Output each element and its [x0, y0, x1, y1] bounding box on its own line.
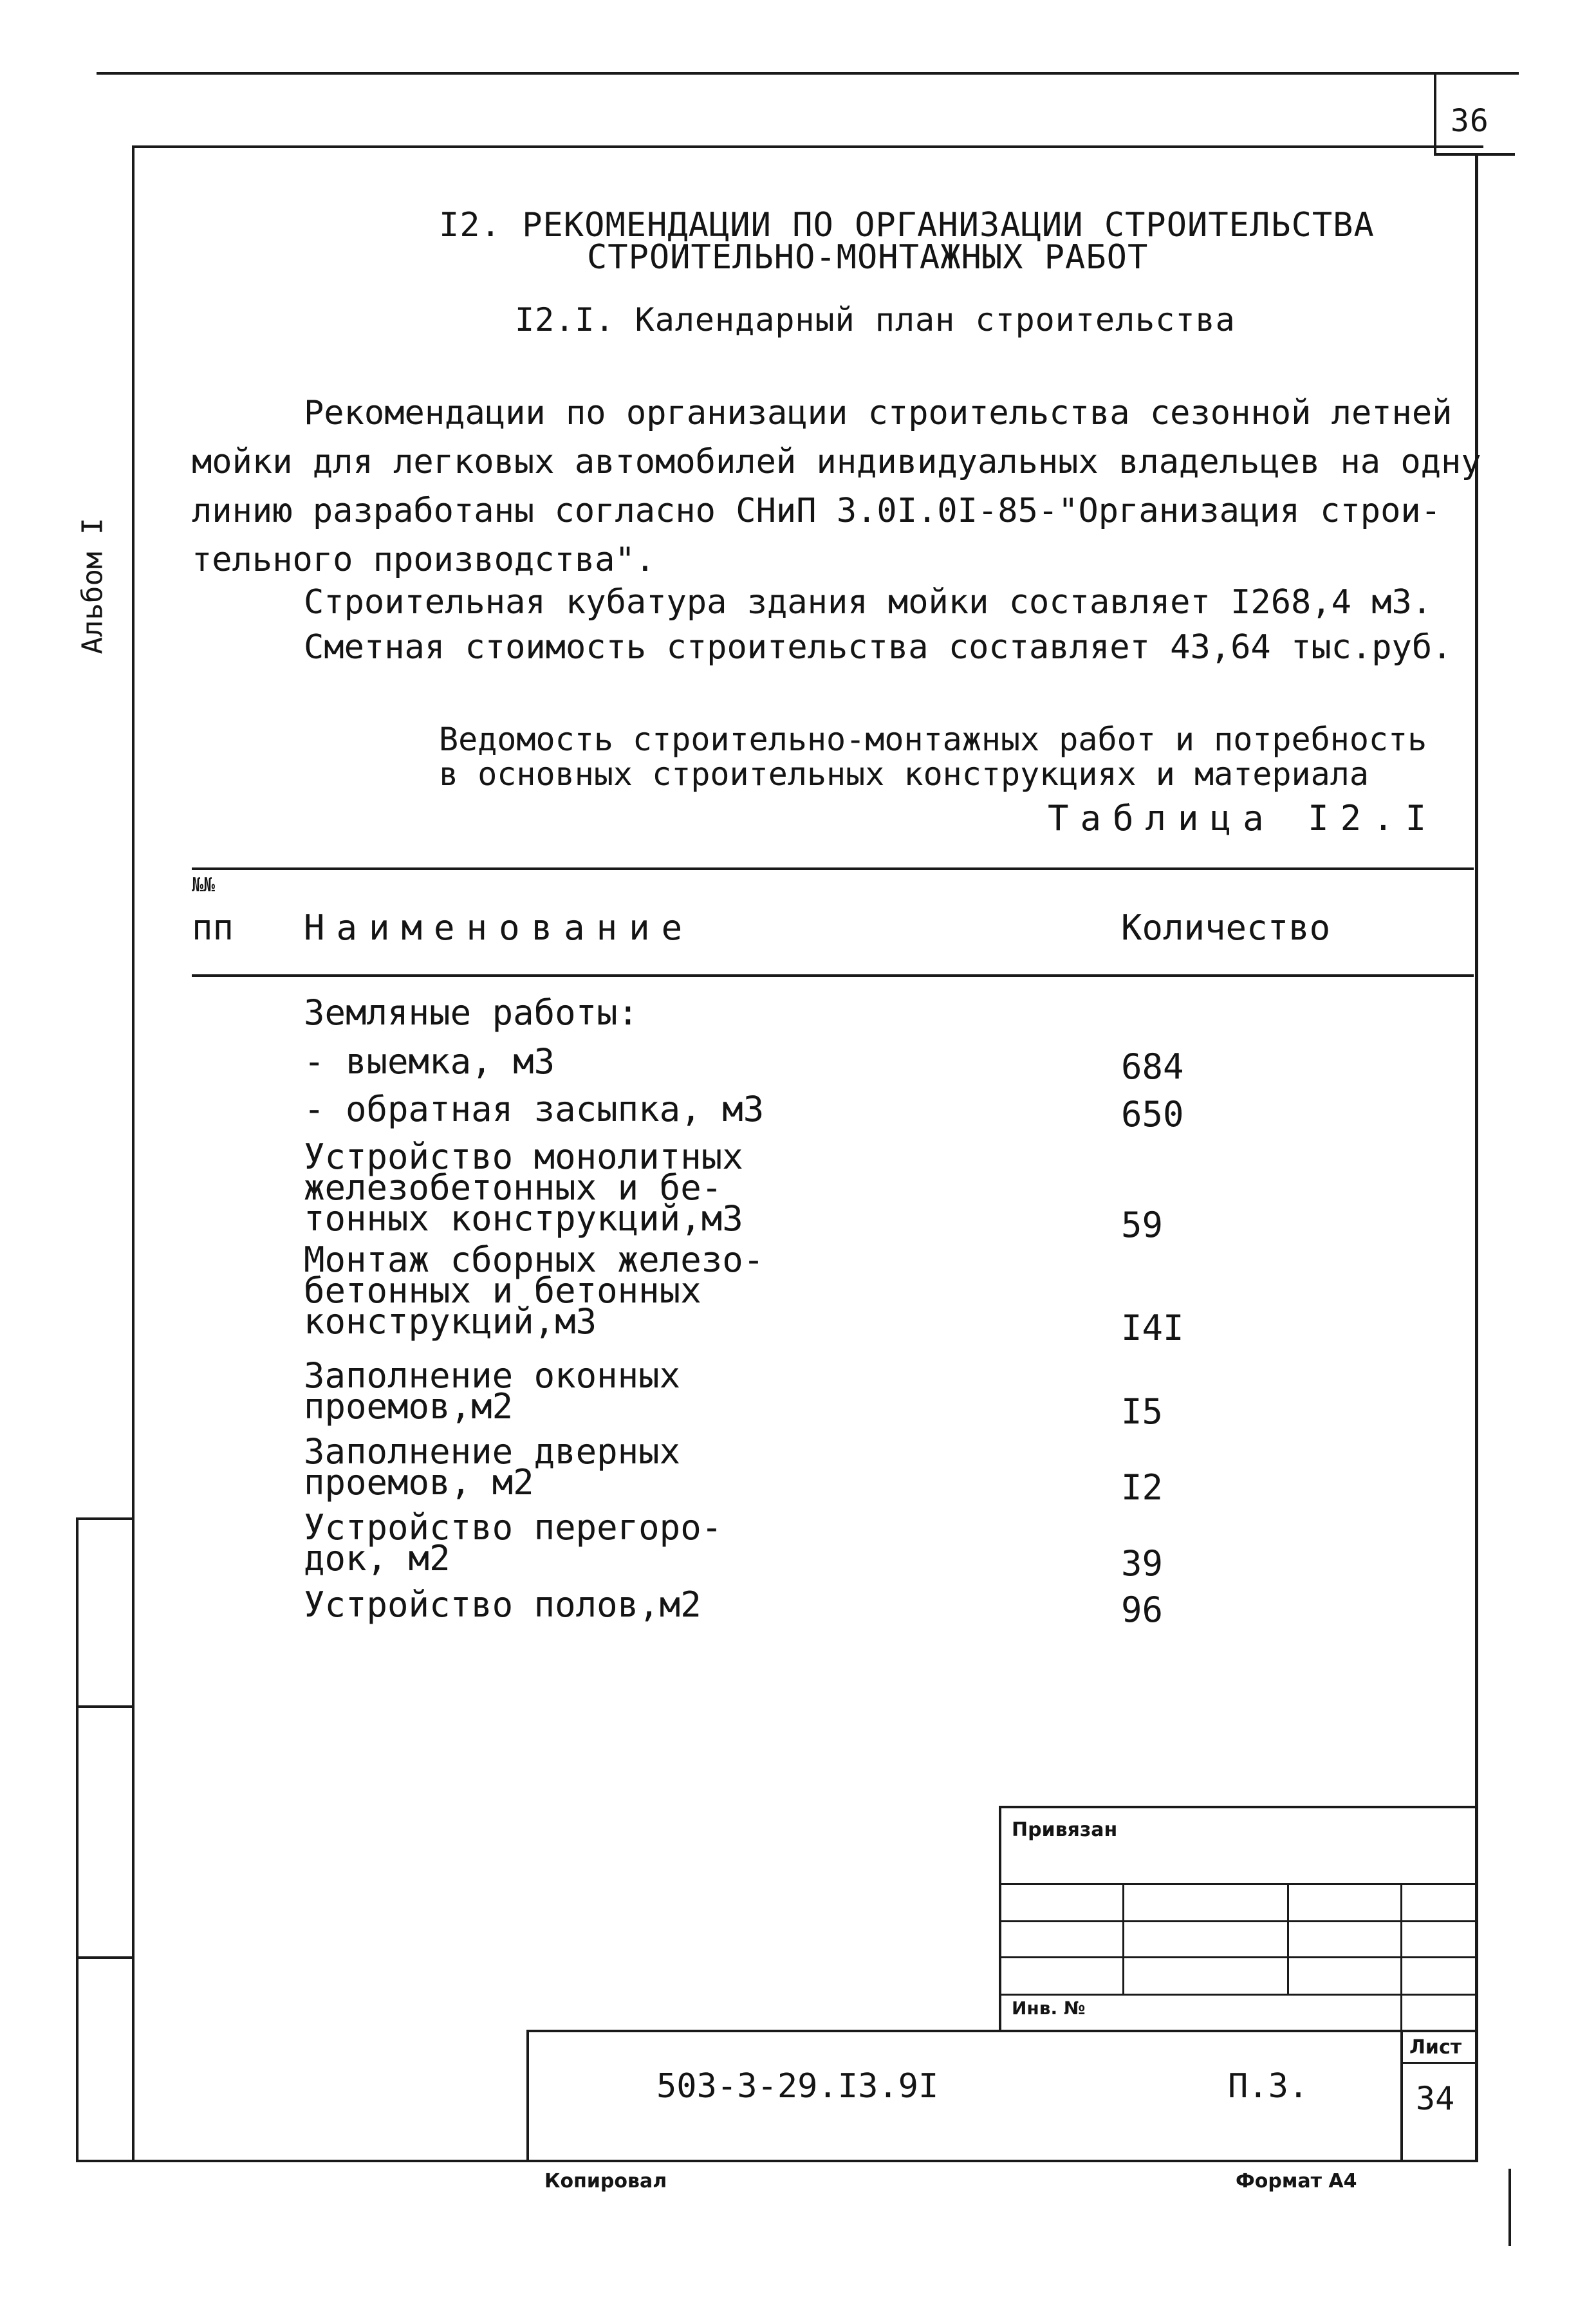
table-label: Таблица I2.I: [1048, 798, 1438, 839]
building-volume-text: Строительная кубатура здания мойки составляет I268,4 м3.: [304, 583, 1433, 622]
sheet-number: 34: [1416, 2080, 1455, 2117]
row-name-line: - выемка, м3: [304, 1041, 555, 1082]
table-row: [304, 1355, 681, 1427]
row-name-line: Заполнение дверных: [304, 1431, 681, 1472]
stamp-left: [999, 1806, 1001, 2031]
page-number: 36: [1451, 103, 1489, 139]
frame-top: [132, 145, 1483, 148]
privyazan-label: Привязан: [1012, 1819, 1118, 1841]
stamp-row-3: [999, 1956, 1475, 1958]
side-strip-divider-2: [76, 1705, 134, 1708]
frame-left: [132, 145, 135, 2162]
stamp-row-4: [999, 1994, 1475, 1996]
table-row: [304, 1136, 743, 1239]
stamp-col-2: [1287, 1883, 1289, 1994]
section-title-line2: СТРОИТЕЛЬНО-МОНТАЖНЫХ РАБОТ: [587, 238, 1149, 277]
paper-format-label: Формат А4: [1236, 2170, 1357, 2193]
document-code: 503-3-29.I3.9I: [656, 2067, 939, 2106]
page-box-bottom: [1434, 153, 1515, 156]
row-name-line: конструкций,м3: [304, 1301, 597, 1342]
page-box-left: [1434, 75, 1436, 156]
paragraph-line-3: линию разработаны согласно СНиП 3.0I.0I-85-"Организация строи-: [192, 492, 1442, 530]
table-row: [304, 1041, 555, 1082]
side-strip-divider-3: [76, 1956, 134, 1959]
table-row: [304, 992, 639, 1033]
row-quantity: I4I: [1121, 1308, 1184, 1348]
album-side-label: Альбом I: [76, 517, 109, 654]
paragraph-line-2: мойки для легковых автомобилей индивидуальных владельцев на одну: [192, 443, 1481, 481]
inventory-number-label: Инв. №: [1012, 1998, 1086, 2019]
row-name-line: железобетонных и бе-: [304, 1167, 723, 1208]
table-row: [304, 1239, 765, 1342]
row-name-line: тонных конструкций,м3: [304, 1198, 743, 1239]
paragraph-line-1: Рекомендации по организации строительства сезонной летней: [304, 394, 1452, 432]
row-name-line: бетонных и бетонных: [304, 1270, 701, 1311]
table-header-name: Наименование: [304, 907, 694, 948]
row-name-line: Земляные работы:: [304, 992, 639, 1033]
row-quantity: 96: [1121, 1590, 1164, 1630]
subsection-title: I2.I. Календарный план строительства: [515, 301, 1236, 338]
table-row: [304, 1431, 681, 1503]
row-name-line: док, м2: [304, 1538, 450, 1579]
row-quantity: 59: [1121, 1205, 1164, 1245]
frame-bottom: [76, 2160, 1478, 2162]
document-section: П.З.: [1228, 2067, 1309, 2106]
row-name-line: Устройство полов,м2: [304, 1584, 701, 1625]
copied-by-label: Копировал: [544, 2170, 667, 2193]
estimated-cost-text: Сметная стоимость строительства составляет 43,64 тыс.руб.: [304, 628, 1452, 667]
stamp-top: [999, 1806, 1475, 1808]
right-edge-tail: [1508, 2169, 1511, 2246]
row-quantity: 650: [1121, 1094, 1184, 1135]
table-top-rule: [192, 867, 1474, 870]
code-block-left: [526, 2030, 529, 2161]
table-header-num: пп: [192, 907, 234, 948]
stamp-row-1: [999, 1883, 1475, 1885]
row-name-line: Устройство перегоро-: [304, 1507, 723, 1548]
table-header-num-top: №№: [192, 874, 216, 896]
section-title-line1: I2. РЕКОМЕНДАЦИИ ПО ОРГАНИЗАЦИИ СТРОИТЕЛЬСТВА: [439, 206, 1375, 245]
table-header-qty: Количество: [1121, 907, 1331, 948]
stamp-col-1: [1122, 1883, 1124, 1994]
sheet-box-left: [1400, 2030, 1403, 2160]
row-name-line: проемов,м2: [304, 1386, 514, 1427]
stamp-col-3: [1400, 1883, 1402, 2031]
side-strip-divider-1: [76, 1517, 134, 1520]
code-block-top: [526, 2030, 1475, 2032]
row-quantity: 39: [1121, 1543, 1164, 1584]
sheet-box-divider: [1400, 2062, 1475, 2064]
stamp-row-2: [999, 1920, 1475, 1922]
row-name-line: Устройство монолитных: [304, 1136, 743, 1177]
table-header-rule: [192, 974, 1474, 977]
table-row: [304, 1584, 701, 1625]
table-row: [304, 1507, 723, 1579]
table-caption-line2: в основных строительных конструкциях и материала: [439, 756, 1369, 793]
row-quantity: I2: [1121, 1467, 1164, 1508]
table-caption-line1: Ведомость строительно-монтажных работ и потребность: [439, 721, 1427, 758]
row-quantity: I5: [1121, 1391, 1164, 1432]
row-name-line: - обратная засыпка, м3: [304, 1089, 765, 1129]
table-row: [304, 1089, 765, 1129]
top-rule: [97, 72, 1519, 75]
row-name-line: Заполнение оконных: [304, 1355, 681, 1396]
row-quantity: 684: [1121, 1046, 1184, 1087]
paragraph-line-4: тельного производства".: [192, 541, 656, 579]
side-strip-left: [76, 1517, 79, 2161]
row-name-line: проемов, м2: [304, 1462, 534, 1503]
row-name-line: Монтаж сборных железо-: [304, 1239, 765, 1280]
sheet-label: Лист: [1409, 2036, 1462, 2059]
